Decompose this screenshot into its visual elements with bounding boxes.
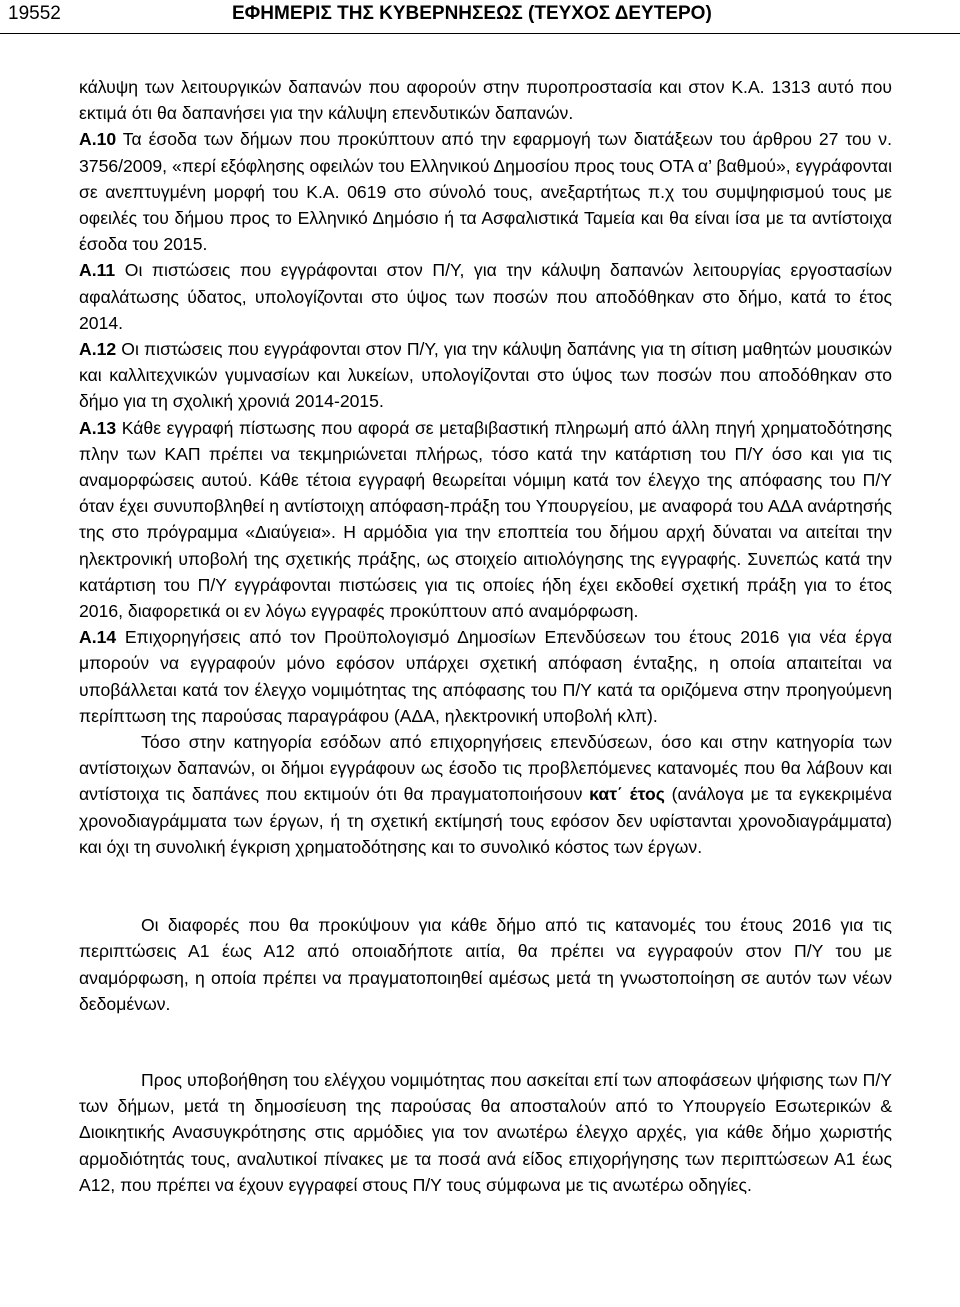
paragraph-legality-check: Προς υποβοήθηση του ελέγχου νομιμότητας που ασκείται επί των αποφάσεων ψήφισης των Π/Υ των δήμων, μετά τη δημοσίευση της παρούσας θα αποσταλούν από το Υπουργείο Εσωτερικών & Διοικητικής Ανασυγκρότησης στις αρμόδιες για τον ανωτέρω έλεγχο αρχές, για κάθε δήμο χωριστής αρμοδιότητάς τους, αναλυτικοί πίνακες με τα ποσά ανά είδος επιχορήγησης των περιπτώσεων Α1 έως Α12, που πρέπει να έχουν εγγραφεί στους Π/Υ τους σύμφωνα με τις ανωτέρω οδηγίες. [79,1069,892,1195]
paragraph-continuation: κάλυψη των λειτουργικών δαπανών που αφορούν στην πυροπροστασία και στον Κ.Α. 1313 αυτό που εκτιμά ότι θα δαπανήσει για την κάλυψη επενδυτικών δαπανών. [79,77,892,124]
paragraph-label: Α.12 [79,339,117,360]
paragraph-a13 [79,415,892,625]
paragraph-label: Α.10 [79,129,117,150]
paragraph-investment-grants [79,729,892,860]
paragraph-text: Οι πιστώσεις που εγγράφονται στον Π/Υ, για την κάλυψη δαπανών λειτουργίας εργοστασίων αφαλάτωσης ύδατος, υπολογίζονται στο ύψος των ποσών που αποδόθηκαν στο δήμο, κατά το έτος 2014. [79,260,892,333]
paragraph-label: Α.11 [79,260,116,281]
page-header [0,0,960,34]
paragraph-spacer [79,860,892,912]
paragraph-text: Τόσο στην κατηγορία εσόδων από επιχορηγήσεις επενδύσεων, όσο και στην κατηγορία των αντίστοιχων δαπανών, οι δήμοι εγγράφουν ως έσοδο τις προβλεπόμενες κατανομές που θα λάβουν και αντίστοιχα τις δαπάνες που εκτιμούν ότι θα πραγματοποιήσουν [79,732,892,805]
emphasis-per-year: κατ΄ έτος [589,784,665,805]
paragraph-text: Οι πιστώσεις που εγγράφονται στον Π/Υ, για την κάλυψη δαπάνης για τη σίτιση μαθητών μουσικών και καλλιτεχνικών γυμνασίων και λυκείων, υπολογίζονται στο ύψος των ποσών που αποδόθηκαν στο δήμο για τη σχολική χρονιά 2014-2015. [79,339,892,412]
paragraph-a14 [79,624,892,729]
paragraph-text: Επιχορηγήσεις από τον Προϋπολογισμό Δημοσίων Επενδύσεων του έτους 2016 για νέα έργα μπορούν να εγγραφούν μόνο εφόσον υπάρχει σχετική απόφαση ένταξης, η οποία απαιτείται να υποβάλλεται κατά τον έλεγχο νομιμότητας της απόφασης του Π/Υ κατά τα οριζόμενα στην προηγούμενη περίπτωση της παρούσας παραγράφου (ΑΔΑ, ηλεκτρονική υποβολή κλπ). [79,627,892,726]
paragraph-spacer [79,1017,892,1067]
paragraph-a11 [79,257,892,336]
paragraph-a10 [79,126,892,257]
paragraph-text: Κάθε εγγραφή πίστωσης που αφορά σε μεταβιβαστική πληρωμή από άλλη πηγή χρηματοδότησης πλην των ΚΑΠ πρέπει να τεκμηριώνεται πλήρως, τόσο κατά την κατάρτιση του Π/Υ όσο και για τις αναμορφώσεις αυτού. Κάθε τέτοια εγγραφή θεωρείται νόμιμη κατά τον έλεγχο της απόφασης του Π/Υ όταν έχει συνυποβληθεί η αντίστοιχη απόφαση-πράξη του Υπουργείου, με αναφορά του ΑΔΑ ανάρτησής της στο πρόγραμμα «Διαύγεια». Η αρμόδια για την εποπτεία του δήμου αρχή δύναται να αιτείται την ηλεκτρονική υποβολή της σχετικής πράξης, ως στοιχείο αιτιολόγησης της εγγραφής. Συνεπώς κατά την κατάρτιση του Π/Υ εγγράφονται πιστώσεις για τις οποίες ήδη έχει εκδοθεί σχετική πράξη για το έτος 2016, διαφορετικά οι εν λόγω εγγραφές προκύπτουν από αναμόρφωση. [79,417,892,622]
paragraph-a12 [79,336,892,415]
gazette-title: ΕΦΗΜΕΡΙΣ ΤΗΣ ΚΥΒΕΡΝΗΣΕΩΣ (ΤΕΥΧΟΣ ΔΕΥΤΕΡΟ) [232,3,712,24]
paragraph-label: Α.13 [79,417,117,438]
page-number: 19552 [8,3,61,24]
paragraph-label: Α.14 [79,627,117,648]
paragraph-text: Τα έσοδα των δήμων που προκύπτουν από την εφαρμογή των διατάξεων του άρθρου 27 του ν. 3756/2009, «περί εξόφλησης οφειλών του Ελληνικού Δημοσίου προς τους ΟΤΑ α’ βαθμού», εγγράφονται σε ανεπτυγμένη μορφή του Κ.Α. 0619 στο σύνολό τους, ανεξαρτήτως π.χ του συμψηφισμού τους με οφειλές του δήμου προς το Ελληνικό Δημόσιο ή τα Ασφαλιστικά Ταμεία και θα είναι ίσα με τα αντίστοιχα έσοδα του 2015. [79,129,892,255]
paragraph-differences: Οι διαφορές που θα προκύψουν για κάθε δήμο από τις κατανομές του έτους 2016 για τις περιπτώσεις Α1 έως Α12 από οποιαδήποτε αιτία, θα πρέπει να εγγραφούν στον Π/Υ του με αναμόρφωση, η οποία πρέπει να πραγματοποιηθεί αμέσως μετά τη γνωστοποίηση σε αυτόν των νέων δεδομένων. [79,915,892,1014]
document-body [79,74,892,1198]
paragraph-text: (ανάλογα με τα εγκεκριμένα χρονοδιαγράμματα των έργων, ή τη σχετική εκτίμησή τους εφόσον δεν υφίστανται χρονοδιαγράμματα) και όχι τη συνολική έγκριση χρηματοδότησης και το συνολικό κόστος των έργων. [79,784,892,857]
